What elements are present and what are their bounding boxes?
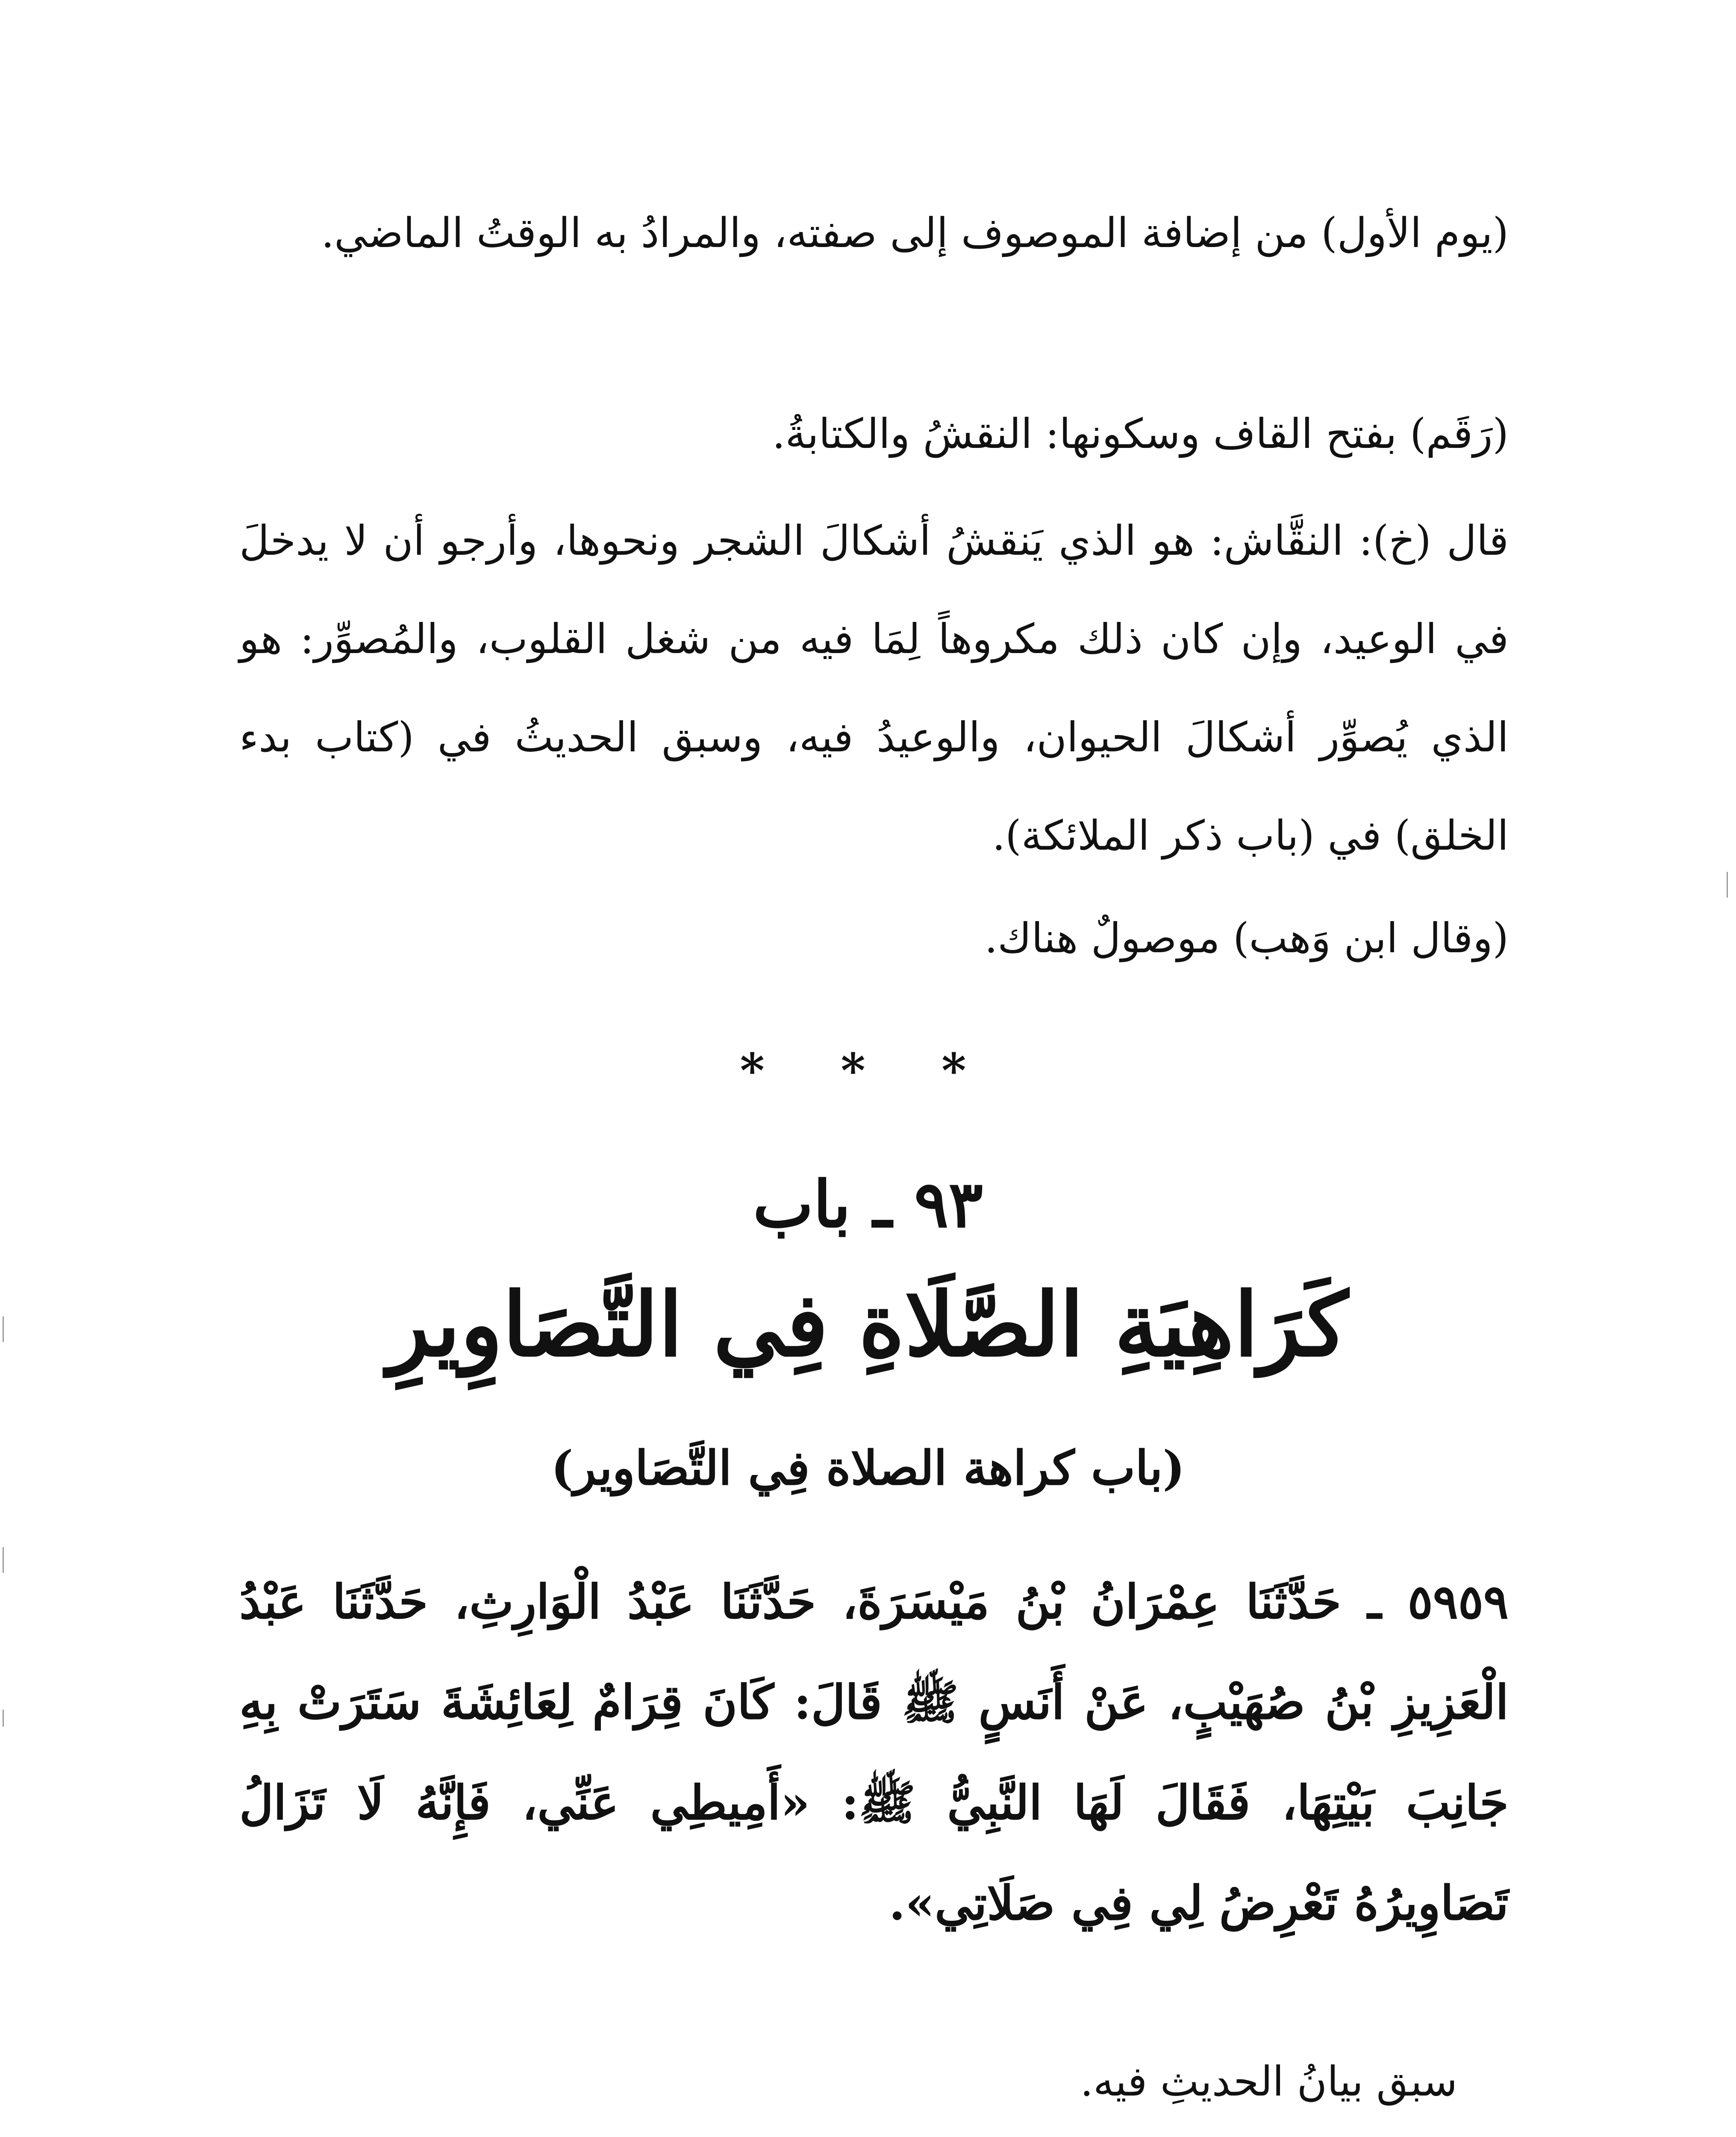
chapter-subtitle: (باب كراهة الصلاة فِي التَّصَاوير) <box>551 1440 1185 1495</box>
chapter-title: كَرَاهِيَةِ الصَّلَاةِ فِي التَّصَاوِيرِ <box>387 1274 1349 1376</box>
commentary-note: سبق بيانُ الحديثِ فيه. <box>1080 2058 1457 2105</box>
scan-edge-mark <box>3 1710 4 1727</box>
section-separator: * * * <box>740 1043 996 1098</box>
paragraph-yawm-al-awwal: (يوم الأول) من إضافة الموصوف إلى صفته، والمرادُ به الوقتُ الماضي. <box>321 209 1509 257</box>
paragraph-raqam: (رَقَم) بفتح القاف وسكونها: النقشُ والكتابةُ. <box>772 410 1509 458</box>
paragraph-ibn-wahb: (وقال ابن وَهب) موصولٌ هناك. <box>984 914 1509 962</box>
hadith-text: ٥٩٥٩ ـ حَدَّثَنَا عِمْرَانُ بْنُ مَيْسَرَةَ، حَدَّثَنَا عَبْدُ الْوَارِثِ، حَدَّثَنَا عَبْدُ الْعَزِيزِ بْنُ صُهَيْبٍ، عَنْ أَنَسٍ ﷺ قَالَ: كَانَ قِرَامٌ لِعَائِشَةَ سَتَرَتْ بِهِ جَانِبَ بَيْتِهَا، فَقَالَ لَهَا النَّبِيُّ ﷺ: «أَمِيطِي عَنِّي، فَإِنَّهُ لَا تَزَالُ تَصَاوِيرُهُ تَعْرِضُ لِي فِي صَلَاتِي». <box>239 1574 1509 1931</box>
scan-edge-mark <box>3 1316 4 1342</box>
scan-edge-mark <box>1727 872 1728 898</box>
paragraph-naqqash: قال (خ): النقَّاش: هو الذي يَنقشُ أشكالَ الشجر ونحوها، وأرجو أن لا يدخلَ في الوعيد، وإن كان ذلك مكروهاً لِمَا فيه من شغل القلوب، والمُصوِّر: هو الذي يُصوِّر أشكالَ الحيوان، والوعيدُ فيه، وسبق الحديثُ في (كتاب بدء الخلق) في (باب ذكر الملائكة). <box>239 517 1509 860</box>
chapter-number: ٩٣ ـ باب <box>753 1167 983 1242</box>
scan-edge-mark <box>3 1547 4 1573</box>
